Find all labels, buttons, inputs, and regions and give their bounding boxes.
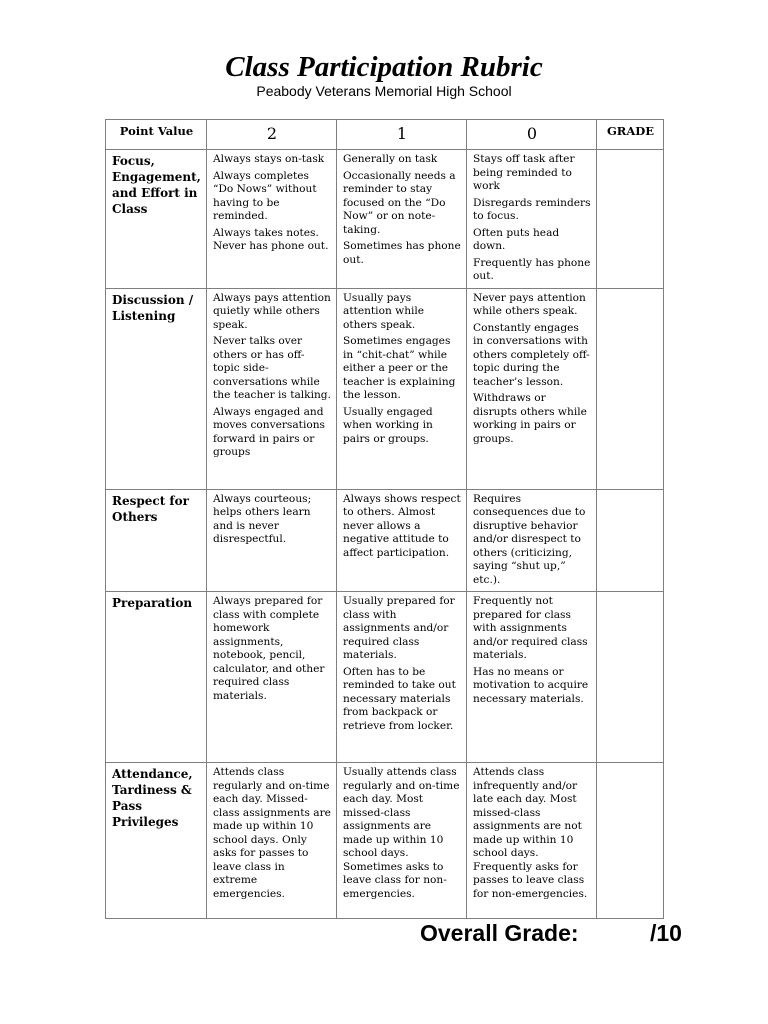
- criterion-label: Discussion / Listening: [106, 288, 207, 489]
- rubric-cell: [467, 150, 597, 289]
- rubric-cell: [337, 150, 467, 289]
- table-row: [106, 489, 664, 592]
- rubric-cell: [467, 592, 597, 763]
- rubric-cell: [337, 592, 467, 763]
- rubric-cell: [207, 288, 337, 489]
- rubric-cell: [207, 489, 337, 592]
- cell-text: Sometimes has phone out.: [343, 240, 461, 266]
- cell-text: Stays off task after being reminded to work: [473, 153, 575, 192]
- point-value-header: Point Value: [106, 120, 207, 150]
- rubric-cell: [207, 150, 337, 289]
- cell-text: Has no means or motivation to acquire necessary materials.: [473, 665, 589, 705]
- criterion-label: Attendance, Tardiness & Pass Privileges: [106, 763, 207, 919]
- cell-text: Occasionally needs a reminder to stay focused on the “Do Now” or on note-taking.: [343, 169, 456, 236]
- cell-text: Requires consequences due to disruptive behavior and/or disrespect to others (criticizing, saying “shut up,” etc.).: [473, 492, 586, 586]
- cell-text: Always prepared for class with complete homework assignments, notebook, pencil, calculator, and other required class materials.: [213, 595, 325, 702]
- rubric-table: [105, 119, 664, 919]
- cell-text: Frequently has phone out.: [473, 256, 591, 282]
- cell-text: Constantly engages in conversations with others completely off-topic during the teacher’s lesson.: [473, 321, 590, 388]
- rubric-cell: [337, 489, 467, 592]
- cell-text: Always completes “Do Nows” without having to be reminded.: [213, 169, 317, 222]
- rubric-cell: [467, 288, 597, 489]
- grade-cell[interactable]: [597, 763, 664, 919]
- rubric-cell: [207, 592, 337, 763]
- cell-text: Always courteous; helps others learn and is never disrespectful.: [213, 492, 312, 545]
- rubric-cell: [337, 763, 467, 919]
- cell-text: Attends class infrequently and/or late each day. Most missed-class assignments are not made up within 10 school days. Frequently asks for passes to leave class for non-emergencies.: [473, 766, 588, 900]
- cell-text: Usually engaged when working in pairs or groups.: [343, 405, 433, 445]
- table-row: [106, 288, 664, 489]
- grade-cell[interactable]: [597, 150, 664, 289]
- cell-text: Always stays on-task: [213, 153, 325, 165]
- school-name: Peabody Veterans Memorial High School: [256, 83, 512, 99]
- cell-text: Never pays attention while others speak.: [473, 291, 586, 317]
- grade-cell[interactable]: [597, 489, 664, 592]
- score-header-0: 0: [467, 120, 597, 150]
- overall-grade-total: /10: [650, 920, 682, 946]
- score-header-1: 1: [337, 120, 467, 150]
- table-row: [106, 150, 664, 289]
- criterion-label: Preparation: [106, 592, 207, 763]
- cell-text: Sometimes engages in “chit-chat” while either a peer or the teacher is explaining the lesson.: [343, 335, 456, 401]
- cell-text: Frequently not prepared for class with assignments and/or required class materials.: [473, 595, 588, 661]
- cell-text: Withdraws or disrupts others while working in pairs or groups.: [473, 392, 587, 445]
- cell-text: Always shows respect to others. Almost never allows a negative attitude to affect participation.: [343, 492, 461, 559]
- cell-text: Always pays attention quietly while others speak.: [213, 291, 331, 331]
- grade-cell[interactable]: [597, 288, 664, 489]
- overall-grade-label: Overall Grade:: [420, 920, 579, 946]
- cell-text: Usually pays attention while others speak.: [343, 291, 425, 331]
- page-title: Class Participation Rubric: [225, 51, 543, 83]
- grade-cell[interactable]: [597, 592, 664, 763]
- header-row: [106, 120, 664, 150]
- cell-text: Always takes notes. Never has phone out.: [213, 226, 329, 252]
- score-header-2: 2: [207, 120, 337, 150]
- cell-text: Always engaged and moves conversations forward in pairs or groups: [213, 405, 325, 458]
- table-row: [106, 592, 664, 763]
- rubric-cell: [207, 763, 337, 919]
- cell-text: Often has to be reminded to take out necessary materials from backpack or retrieve from locker.: [343, 665, 456, 732]
- rubric-cell: [337, 288, 467, 489]
- rubric-cell: [467, 489, 597, 592]
- table-row: [106, 763, 664, 919]
- cell-text: Attends class regularly and on-time each day. Missed-class assignments are made up within 10 school days. Only asks for passes to leave class in extreme emergencies.: [213, 766, 331, 900]
- criterion-label: Respect for Others: [106, 489, 207, 592]
- rubric-cell: [467, 763, 597, 919]
- cell-text: Often puts head down.: [473, 226, 560, 252]
- cell-text: Generally on task: [343, 153, 438, 165]
- cell-text: Usually prepared for class with assignments and/or required class materials.: [343, 595, 455, 661]
- criterion-label: Focus, Engagement, and Effort in Class: [106, 150, 207, 289]
- cell-text: Never talks over others or has off-topic side-conversations while the teacher is talking.: [213, 335, 331, 401]
- cell-text: Usually attends class regularly and on-time each day. Most missed-class assignments are made up within 10 school days. Sometimes asks to leave class for non-emergencies.: [343, 766, 460, 900]
- cell-text: Disregards reminders to focus.: [473, 196, 591, 222]
- grade-header: GRADE: [597, 120, 664, 150]
